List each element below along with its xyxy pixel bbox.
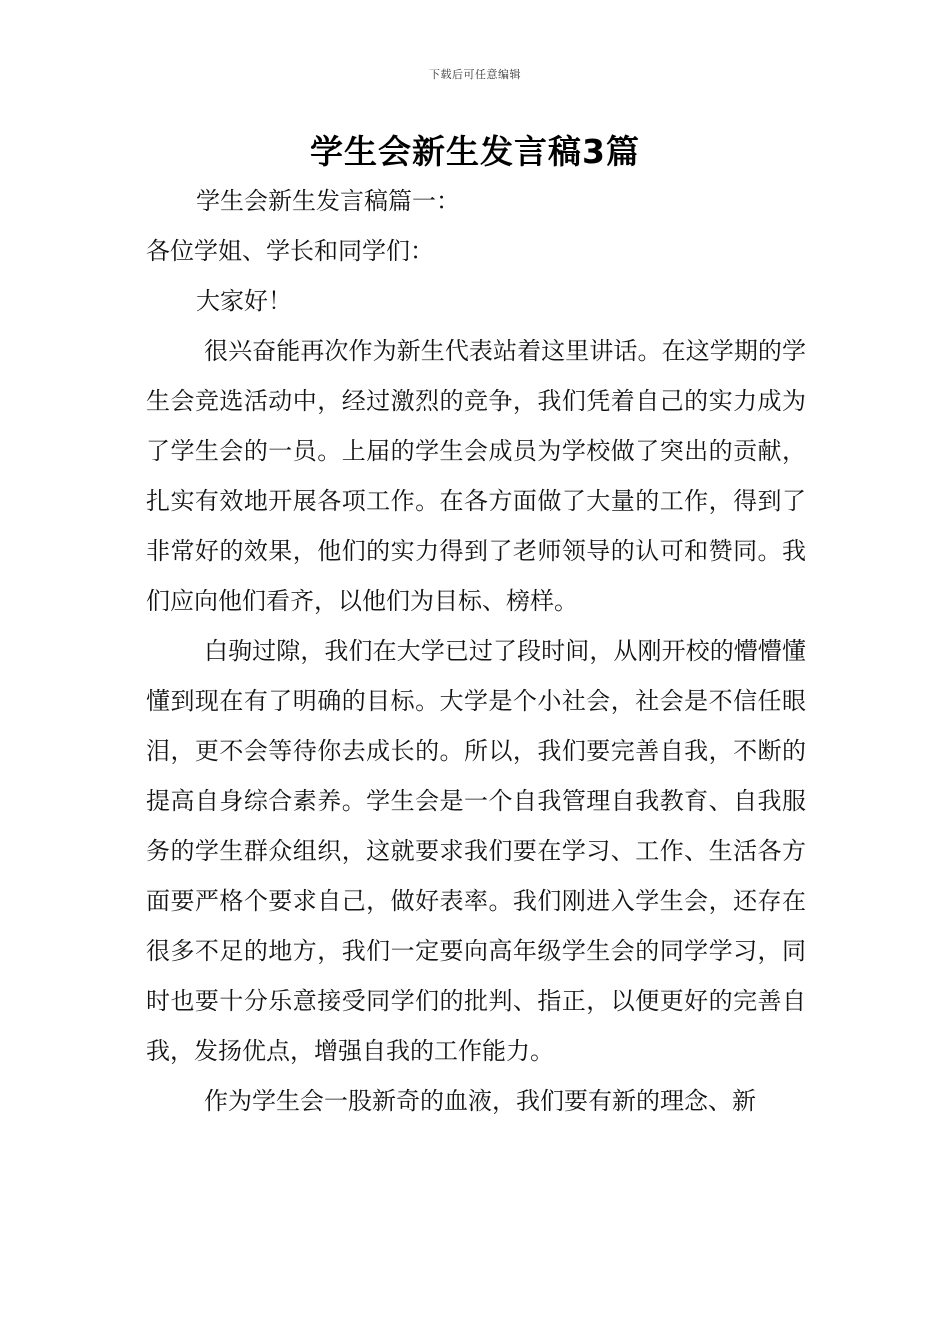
body-paragraph-2: 白驹过隙，我们在大学已过了段时间，从刚开校的懵懵懂懂到现在有了明确的目标。大学是个小社会，社会是不信任眼泪，更不会等待你去成长的。所以，我们要完善自我，不断的提高自身综合素养。学生会是一个自我管理自我教育、自我服务的学生群众组织，这就要求我们要在学习、工作、生活各方面要严格个要求自己，做好表率。我们刚进入学生会，还存在很多不足的地方，我们一定要向高年级学生会的同学学习，同时也要十分乐意接受同学们的批判、指正，以便更好的完善自我，发扬优点，增强自我的工作能力。: [146, 637, 806, 1065]
body-paragraph-3: 作为学生会一股新奇的血液，我们要有新的理念、新: [204, 1087, 756, 1115]
document-body: [146, 176, 806, 1126]
document-title: 学生会新生发言稿3篇: [310, 132, 640, 171]
salutation: 各位学姐、学长和同学们：: [146, 237, 434, 265]
section-heading: 学生会新生发言稿篇一：: [196, 187, 460, 215]
body-paragraph-1: 很兴奋能再次作为新生代表站着这里讲话。在这学期的学生会竞选活动中，经过激烈的竞争，我们凭着自己的实力成为了学生会的一员。上届的学生会成员为学校做了突出的贡献，扎实有效地开展各项工作。在各方面做了大量的工作，得到了非常好的效果，他们的实力得到了老师领导的认可和赞同。我们应向他们看齐，以他们为目标、榜样。: [146, 337, 806, 615]
greeting: 大家好！: [196, 287, 292, 315]
header-note: 下载后可任意编辑: [429, 68, 521, 81]
